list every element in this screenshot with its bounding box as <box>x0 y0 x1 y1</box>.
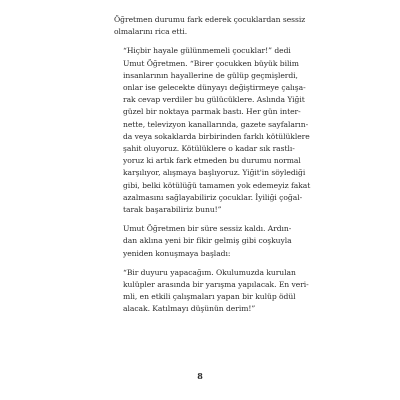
text-line: Umut Öğretmen bir süre sessiz kaldı. Ardın- <box>123 224 292 234</box>
text-line: nette, televizyon kanallarında, gazete sayfaların- <box>123 119 309 129</box>
text-line: yoruz ki artık fark etmeden bu durumu normal <box>123 156 301 166</box>
text-line: tarak başarabiliriz bunu!” <box>123 205 222 215</box>
text-line: “Hiçbir hayale gülünmemeli çocuklar!” dedi <box>123 46 291 56</box>
text-line: dan aklına yeni bir fikir gelmiş gibi coşkuyla <box>123 236 292 246</box>
paragraph-1 <box>114 14 306 38</box>
text-line: insanlarının hayallerine de gülüp geçmişlerdi, <box>123 70 298 80</box>
paragraph-4 <box>114 267 309 316</box>
text-line: gibi, belki kötülüğü tamamen yok edemeyiz fakat <box>123 180 311 190</box>
text-line: kulüpler arasında bir yarışma yapılacak. En veri- <box>123 280 309 290</box>
text-line: karşılıyor, alışmaya başlıyoruz. Yiğit'in söylediği <box>123 168 306 178</box>
text-line: rak cevap verdiler bu gülücüklere. Aslında Yiğit <box>123 95 305 105</box>
text-line: mli, en etkili çalışmaları yapan bir kulüp ödül <box>123 292 296 302</box>
text-line: yeniden konuşmaya başladı: <box>123 248 231 258</box>
paragraph-2 <box>114 45 311 216</box>
body-text <box>114 14 311 323</box>
text-line: “Bir duyuru yapacağım. Okulumuzda kurulan <box>123 267 296 277</box>
text-line: güzel bir noktaya parmak bastı. Her gün inter- <box>123 107 301 117</box>
text-line: alacak. Katılmayı düşünün derim!” <box>123 304 256 314</box>
text-line: onlar ise gelecekte dünyayı değiştirmeye çalışa- <box>123 83 306 93</box>
page-number: 8 <box>197 371 203 381</box>
text-line: da veya sokaklarda birbirinden farklı kötülüklere <box>123 131 310 141</box>
text-line: Umut Öğretmen. “Birer çocukken büyük bilim <box>123 58 299 68</box>
text-line: azalmasını sağlayabiliriz çocuklar. İyiliği çoğal- <box>123 192 303 202</box>
text-line: şahit oluyoruz. Kötülüklere o kadar sık rastlı- <box>123 144 295 154</box>
text-line: olmalarını rica etti. <box>114 27 188 37</box>
paragraph-3 <box>114 223 292 260</box>
text-line: Öğretmen durumu fark ederek çocuklardan sessiz <box>114 15 306 24</box>
